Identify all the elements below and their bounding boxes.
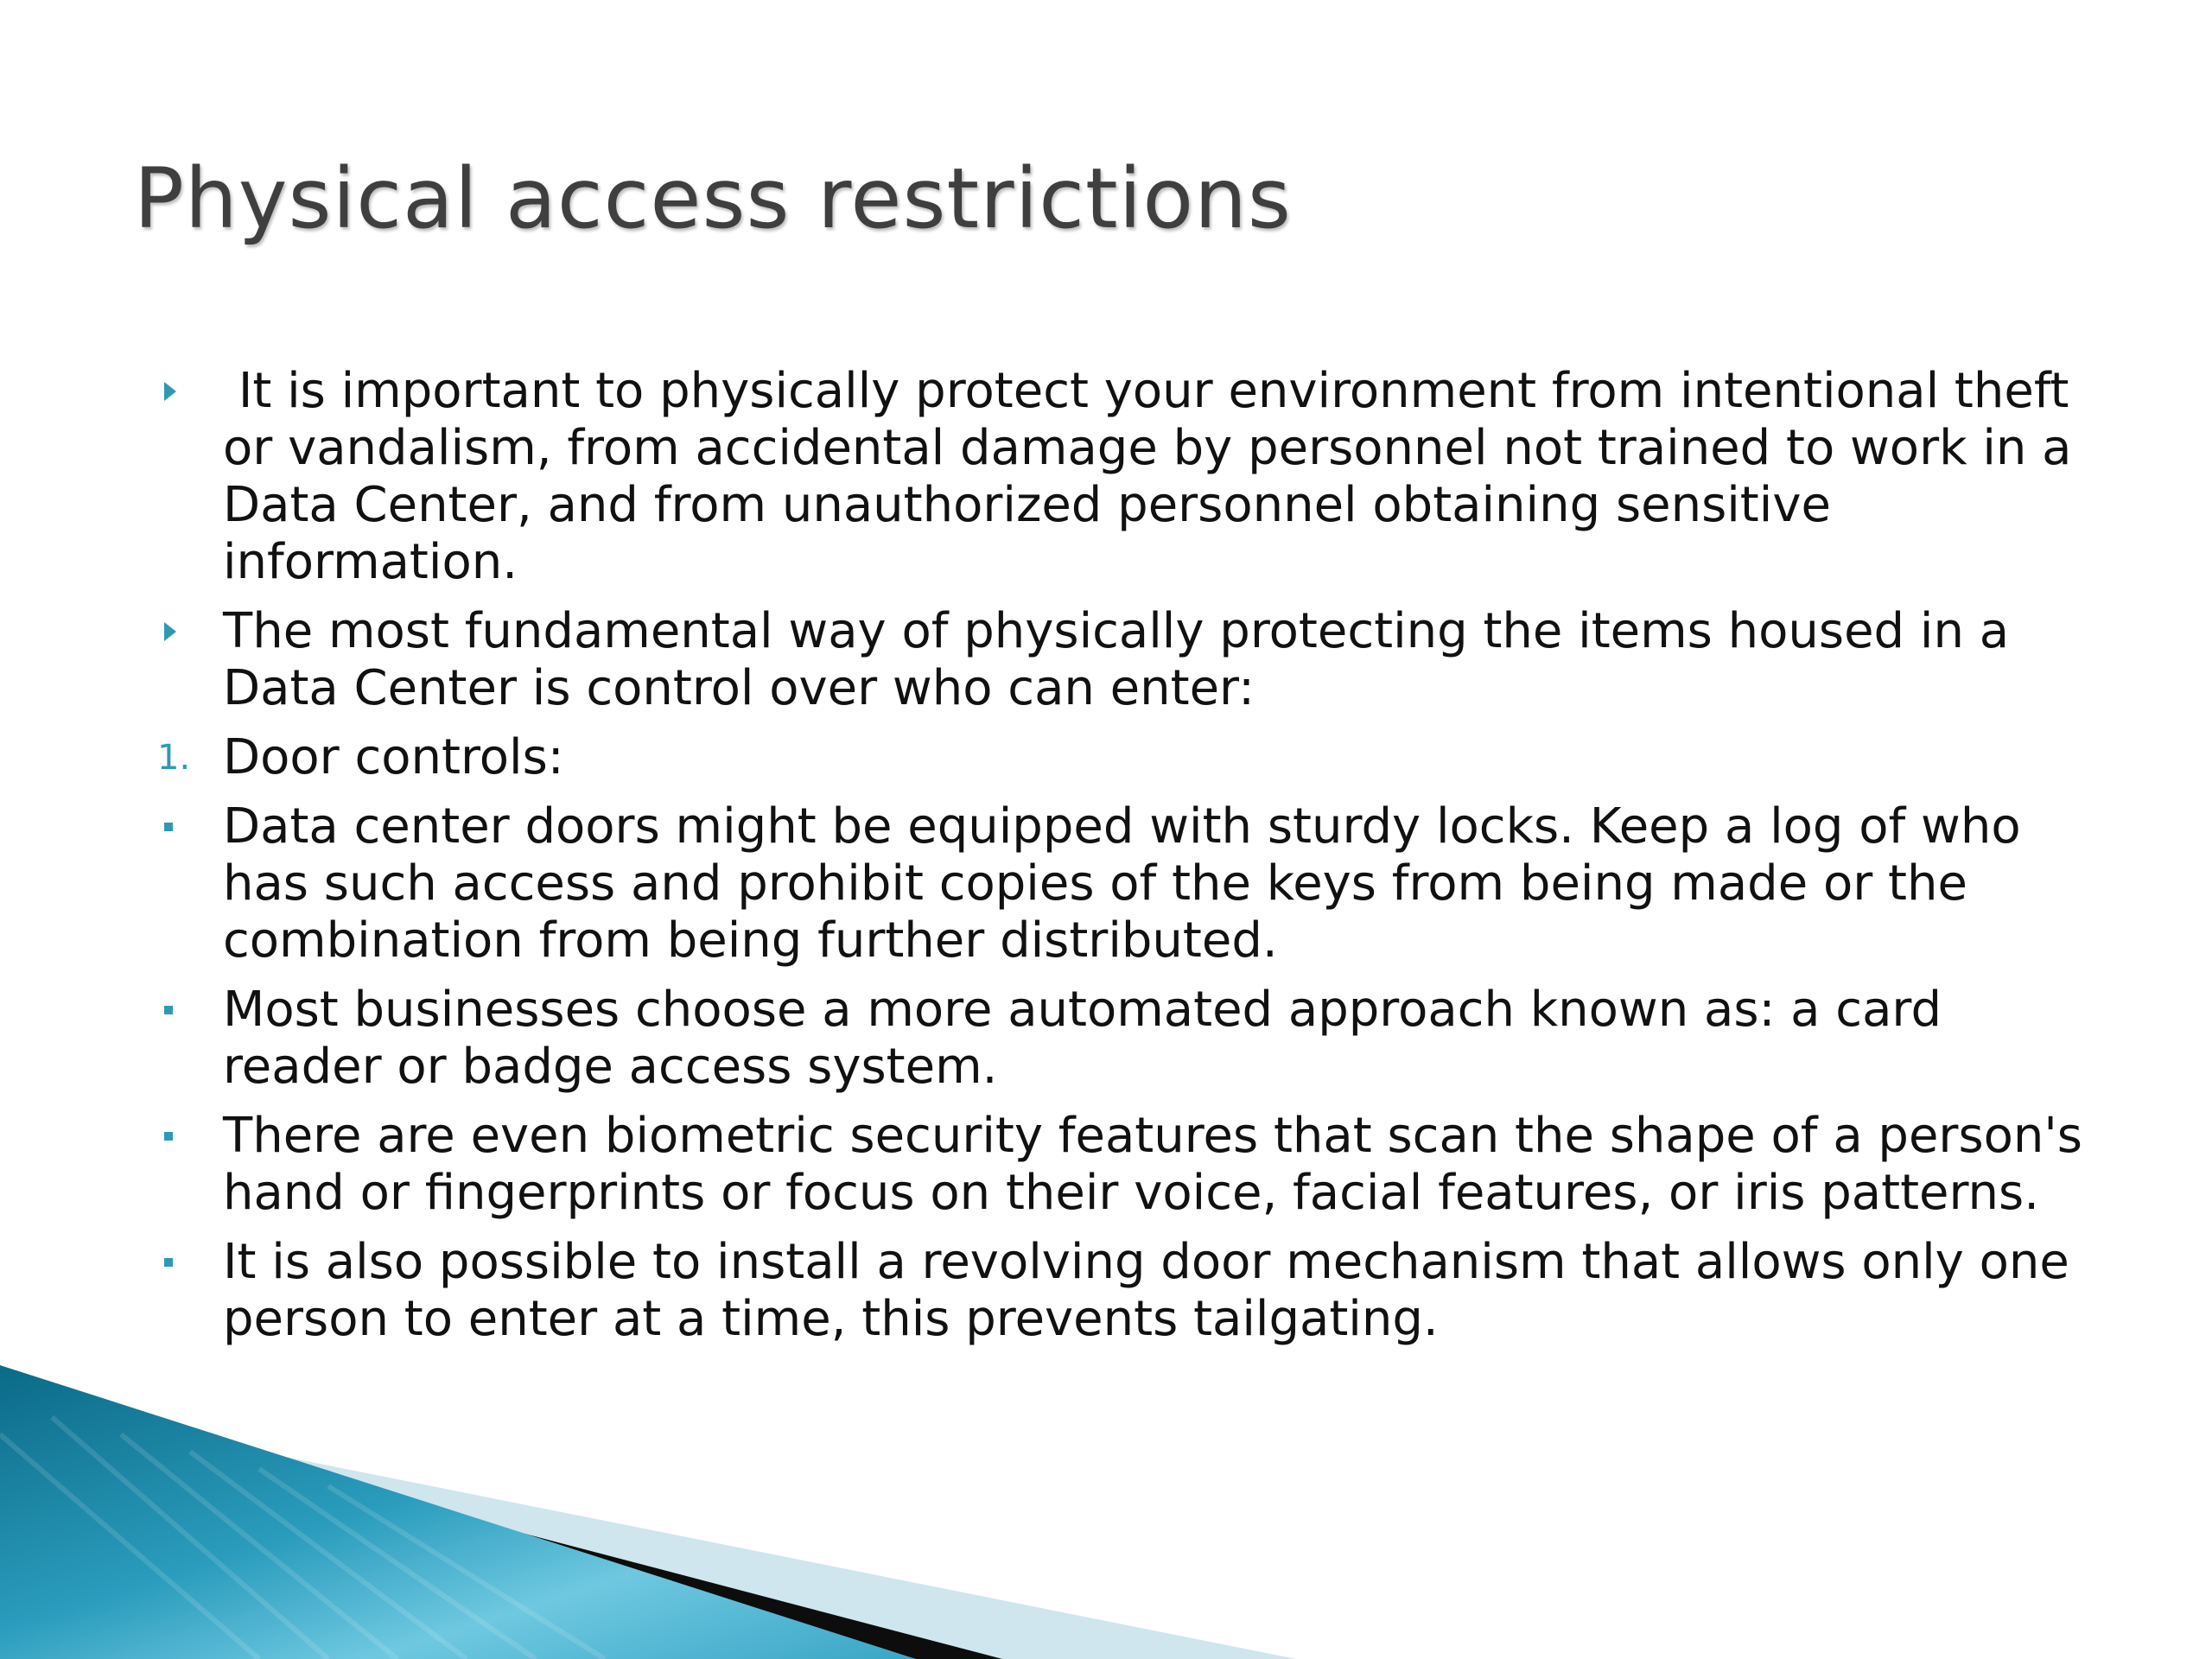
- blue-wedge: [0, 1365, 916, 1659]
- sub-bullet-item: [154, 798, 2115, 969]
- bullet-text: Most businesses choose a more automated approach known as: a card reader or badge access system.: [223, 982, 1942, 1095]
- bullet-text: There are even biometric security features that scan the shape of a person's hand or fingerprints or focus on their voice, facial features, or iris patterns.: [223, 1108, 2082, 1221]
- slide-title: Physical access restrictions: [134, 150, 1292, 247]
- bullet-text: Data center doors might be equipped with sturdy locks. Keep a log of who has such access and prohibit copies of the keys from being made or the combination from being further distributed.: [223, 798, 2021, 969]
- bullet-item: [154, 363, 2115, 591]
- bullet-text: It is important to physically protect your environment from intentional theft or vandalism, from accidental damage by personnel not trained to work in a Data Center, and from unauthorized personnel obtaining sensitive information.: [223, 363, 2088, 590]
- sub-bullet-item: [154, 1108, 2115, 1222]
- bullet-text: It is also possible to install a revolving door mechanism that allows only one person to enter at a time, this prevents tailgating.: [223, 1234, 2069, 1347]
- triangle-bullet-icon: [154, 363, 188, 420]
- sub-bullet-item: [154, 1234, 2115, 1348]
- triangle-bullet-icon: [154, 603, 188, 660]
- bullet-item: [154, 603, 2115, 717]
- sub-bullet-item: [154, 982, 2115, 1096]
- corner-decoration: [0, 1365, 2212, 1659]
- number-marker: [154, 729, 191, 786]
- bullet-list: [154, 363, 2115, 1360]
- numbered-item: [154, 729, 2115, 786]
- square-bullet-icon: [154, 982, 188, 1039]
- bullet-text: The most fundamental way of physically protecting the items housed in a Data Center is control over who can enter:: [223, 603, 2010, 716]
- square-bullet-icon: [154, 1108, 188, 1165]
- bullet-text: Door controls:: [223, 729, 564, 785]
- item-number: 1.: [157, 738, 191, 778]
- square-bullet-icon: [154, 798, 188, 855]
- square-bullet-icon: [154, 1234, 188, 1291]
